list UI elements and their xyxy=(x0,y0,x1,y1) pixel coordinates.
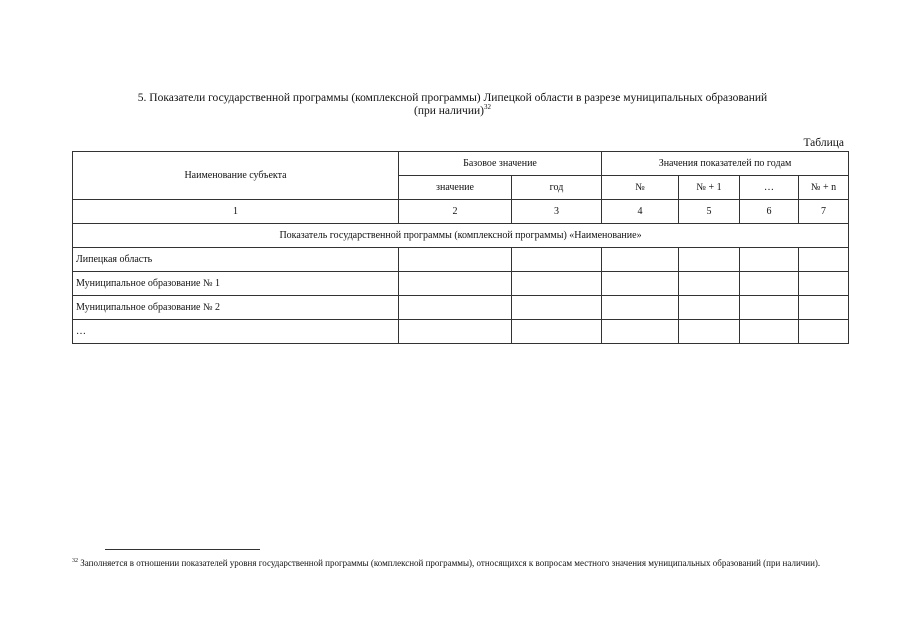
empty-cell xyxy=(740,248,799,272)
empty-cell xyxy=(679,320,740,344)
row-name: Липецкая область xyxy=(73,248,399,272)
empty-cell xyxy=(602,320,679,344)
footnote-number: 32 xyxy=(72,558,78,564)
empty-cell xyxy=(602,296,679,320)
empty-cell xyxy=(679,248,740,272)
empty-cell xyxy=(399,296,512,320)
empty-cell xyxy=(512,248,602,272)
header-years-group: Значения показателей по годам xyxy=(602,152,849,176)
empty-cell xyxy=(512,296,602,320)
table-row xyxy=(73,296,849,320)
column-number: 5 xyxy=(679,200,740,224)
header-row-1 xyxy=(73,152,849,176)
empty-cell xyxy=(399,248,512,272)
empty-cell xyxy=(602,248,679,272)
empty-cell xyxy=(512,320,602,344)
empty-cell xyxy=(399,320,512,344)
row-name: … xyxy=(73,320,399,344)
indicator-row xyxy=(73,224,849,248)
empty-cell xyxy=(740,320,799,344)
empty-cell xyxy=(679,272,740,296)
column-number: 6 xyxy=(740,200,799,224)
header-subject: Наименование субъекта xyxy=(73,152,399,200)
table-caption: Таблица xyxy=(803,137,844,149)
empty-cell xyxy=(740,296,799,320)
empty-cell xyxy=(602,272,679,296)
table-row xyxy=(73,248,849,272)
table-row xyxy=(73,320,849,344)
header-n: № xyxy=(602,176,679,200)
header-value: значение xyxy=(399,176,512,200)
heading-line-2 xyxy=(60,105,845,118)
header-n-plus-n: № + n xyxy=(799,176,849,200)
empty-cell xyxy=(740,272,799,296)
footnote-separator xyxy=(105,549,260,550)
empty-cell xyxy=(799,272,849,296)
empty-cell xyxy=(799,320,849,344)
row-name: Муниципальное образование № 2 xyxy=(73,296,399,320)
empty-cell xyxy=(512,272,602,296)
column-number: 4 xyxy=(602,200,679,224)
column-number: 1 xyxy=(73,200,399,224)
heading-line-1: 5. Показатели государственной программы (комплексной программы) Липецкой области в разрезе муниципальных образований xyxy=(137,92,768,104)
indicators-table xyxy=(72,151,849,344)
empty-cell xyxy=(799,296,849,320)
column-number: 7 xyxy=(799,200,849,224)
heading-line-2-text: (при наличии) xyxy=(414,105,484,117)
table-row xyxy=(73,272,849,296)
empty-cell xyxy=(679,296,740,320)
indicator-name: Показатель государственной программы (комплексной программы) «Наименование» xyxy=(73,224,849,248)
empty-cell xyxy=(799,248,849,272)
header-year: год xyxy=(512,176,602,200)
header-ellipsis: … xyxy=(740,176,799,200)
header-base-group: Базовое значение xyxy=(399,152,602,176)
header-n-plus-1: № + 1 xyxy=(679,176,740,200)
footnote xyxy=(72,557,850,569)
column-numbers-row xyxy=(73,200,849,224)
footnote-text: Заполняется в отношении показателей уровня государственной программы (комплексной программы), относящихся к вопросам местного значения муниципальных образований (при наличии). xyxy=(78,558,821,568)
heading-footnote-ref: 32 xyxy=(483,103,491,111)
column-number: 2 xyxy=(399,200,512,224)
row-name: Муниципальное образование № 1 xyxy=(73,272,399,296)
empty-cell xyxy=(399,272,512,296)
column-number: 3 xyxy=(512,200,602,224)
section-heading xyxy=(60,92,845,118)
